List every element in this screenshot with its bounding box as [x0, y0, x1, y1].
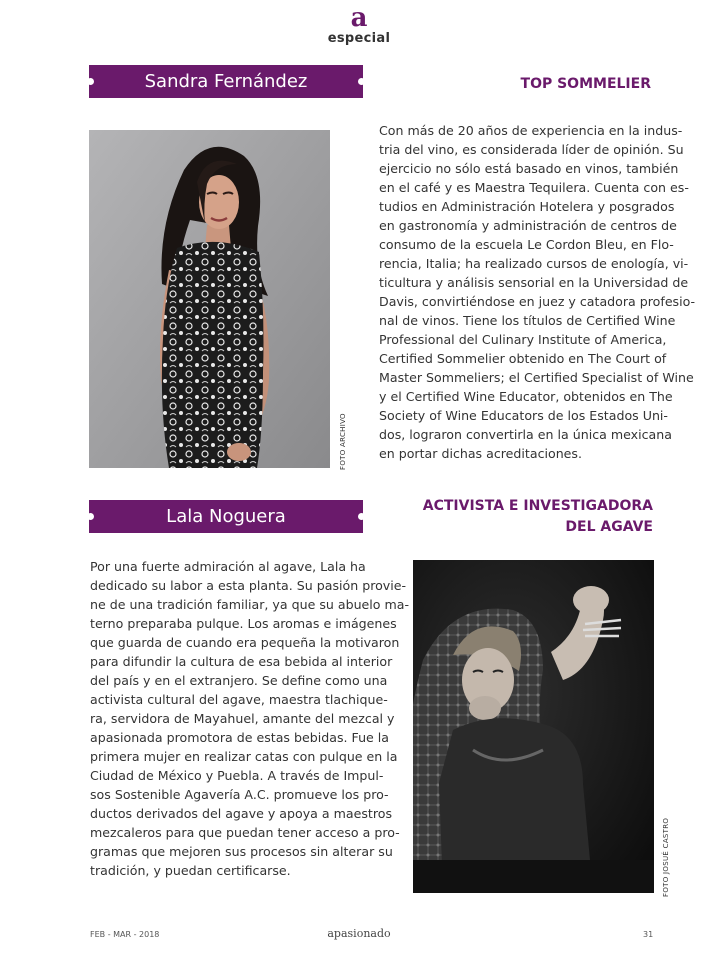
- bio-line: en gastronomía y administración de centros de: [379, 218, 677, 233]
- profile2-role-line2: DEL AGAVE: [565, 519, 653, 535]
- bio-line: tudios en Administración Hotelera y posgrados: [379, 199, 675, 214]
- footer-issue: FEB - MAR - 2018: [90, 930, 160, 939]
- bio-line: del país y en el extranjero. Se define como una: [90, 673, 388, 688]
- woman-flexing-portrait-illustration: [413, 560, 654, 893]
- bio-line: activista cultural del agave, maestra tlachique-: [90, 692, 388, 707]
- profile2-name: Lala Noguera: [166, 506, 286, 527]
- bio-line: para difundir la cultura de esa bebida al interior: [90, 654, 393, 669]
- bio-line: y el Certified Wine Educator, obtenidos en The: [379, 389, 673, 404]
- bar-dot-right: [358, 513, 365, 520]
- section-label: especial: [327, 31, 391, 46]
- bio-line: Certified Sommelier obtenido en The Court of: [379, 351, 667, 366]
- bio-line: primera mujer en realizar catas con pulque en la: [90, 749, 398, 764]
- bio-line: ejercicio no sólo está basado en vinos, también: [379, 161, 679, 176]
- bio-line: mezcaleros para que puedan tener acceso a pro-: [90, 825, 400, 840]
- bio-line: Master Sommeliers; el Certified Specialist of Wine: [379, 370, 694, 385]
- bio-line: Ciudad de México y Puebla. A través de Impul-: [90, 768, 384, 783]
- profile1-name: Sandra Fernández: [144, 71, 308, 92]
- bar-dot-left: [87, 513, 94, 520]
- profile1-photo: [89, 130, 330, 468]
- bio-line: rencia, Italia; ha realizado cursos de enología, vi-: [379, 256, 689, 271]
- bio-line: Professional del Culinary Institute of America,: [379, 332, 667, 347]
- bio-line: ra, servidora de Mayahuel, amante del mezcal y: [90, 711, 395, 726]
- bio-line: terno preparaba pulque. Los aromas e imágenes: [90, 616, 397, 631]
- bio-line: ne de una tradición familiar, ya que su abuelo ma-: [90, 597, 410, 612]
- bio-line: ticultura y análisis sensorial en la Universidad de: [379, 275, 689, 290]
- profile1-role: TOP SOMMELIER: [520, 76, 651, 92]
- bio-line: Davis, convirtiéndose en juez y catadora profesio-: [379, 294, 696, 309]
- profile2-photo: [413, 560, 654, 893]
- footer-magazine: apasionado: [327, 927, 391, 940]
- profile2-name-bar: [89, 500, 363, 533]
- profile2-role: [400, 496, 653, 538]
- footer-page-number: 31: [643, 930, 654, 939]
- bio-line: en portar dichas acreditaciones.: [379, 446, 582, 461]
- profile1-photo-credit: FOTO ARCHIVO: [339, 413, 347, 470]
- bio-line: consumo de la escuela Le Cordon Bleu, en Flo-: [379, 237, 674, 252]
- profile2-bio: [90, 557, 410, 880]
- bio-line: Society of Wine Educators de los Estados Uni-: [379, 408, 668, 423]
- bio-line: tradición, y puedan certificarse.: [90, 863, 291, 878]
- profile1-name-bar: [89, 65, 363, 98]
- profile2-role-line1: ACTIVISTA E INVESTIGADORA: [422, 498, 653, 514]
- bio-line: ductos derivados del agave y apoya a maestros: [90, 806, 393, 821]
- bio-line: en el café y es Maestra Tequilera. Cuenta con es-: [379, 180, 689, 195]
- bio-line: Por una fuerte admiración al agave, Lala ha: [90, 559, 366, 574]
- bio-line: que guarda de cuando era pequeña la motivaron: [90, 635, 400, 650]
- bio-line: gramas que mejoren sus procesos sin alterar su: [90, 844, 393, 859]
- magazine-logo-letter: a: [350, 3, 368, 33]
- profile2-photo-credit: FOTO JOSUÉ CASTRO: [662, 817, 670, 897]
- bar-dot-right: [358, 78, 365, 85]
- bio-line: dedicado su labor a esta planta. Su pasión provie-: [90, 578, 407, 593]
- bio-line: dos, lograron convertirla en la única mexicana: [379, 427, 672, 442]
- bio-line: nal de vinos. Tiene los títulos de Certified Wine: [379, 313, 676, 328]
- bio-line: Con más de 20 años de experiencia en la indus-: [379, 123, 683, 138]
- bar-dot-left: [87, 78, 94, 85]
- bio-line: sos Sostenible Agavería A.C. promueve los pro-: [90, 787, 389, 802]
- woman-portrait-illustration: [89, 130, 330, 468]
- profile1-bio: [379, 121, 696, 463]
- bio-line: apasionada promotora de estas bebidas. Fue la: [90, 730, 390, 745]
- bio-line: tria del vino, es considerada líder de opinión. Su: [379, 142, 684, 157]
